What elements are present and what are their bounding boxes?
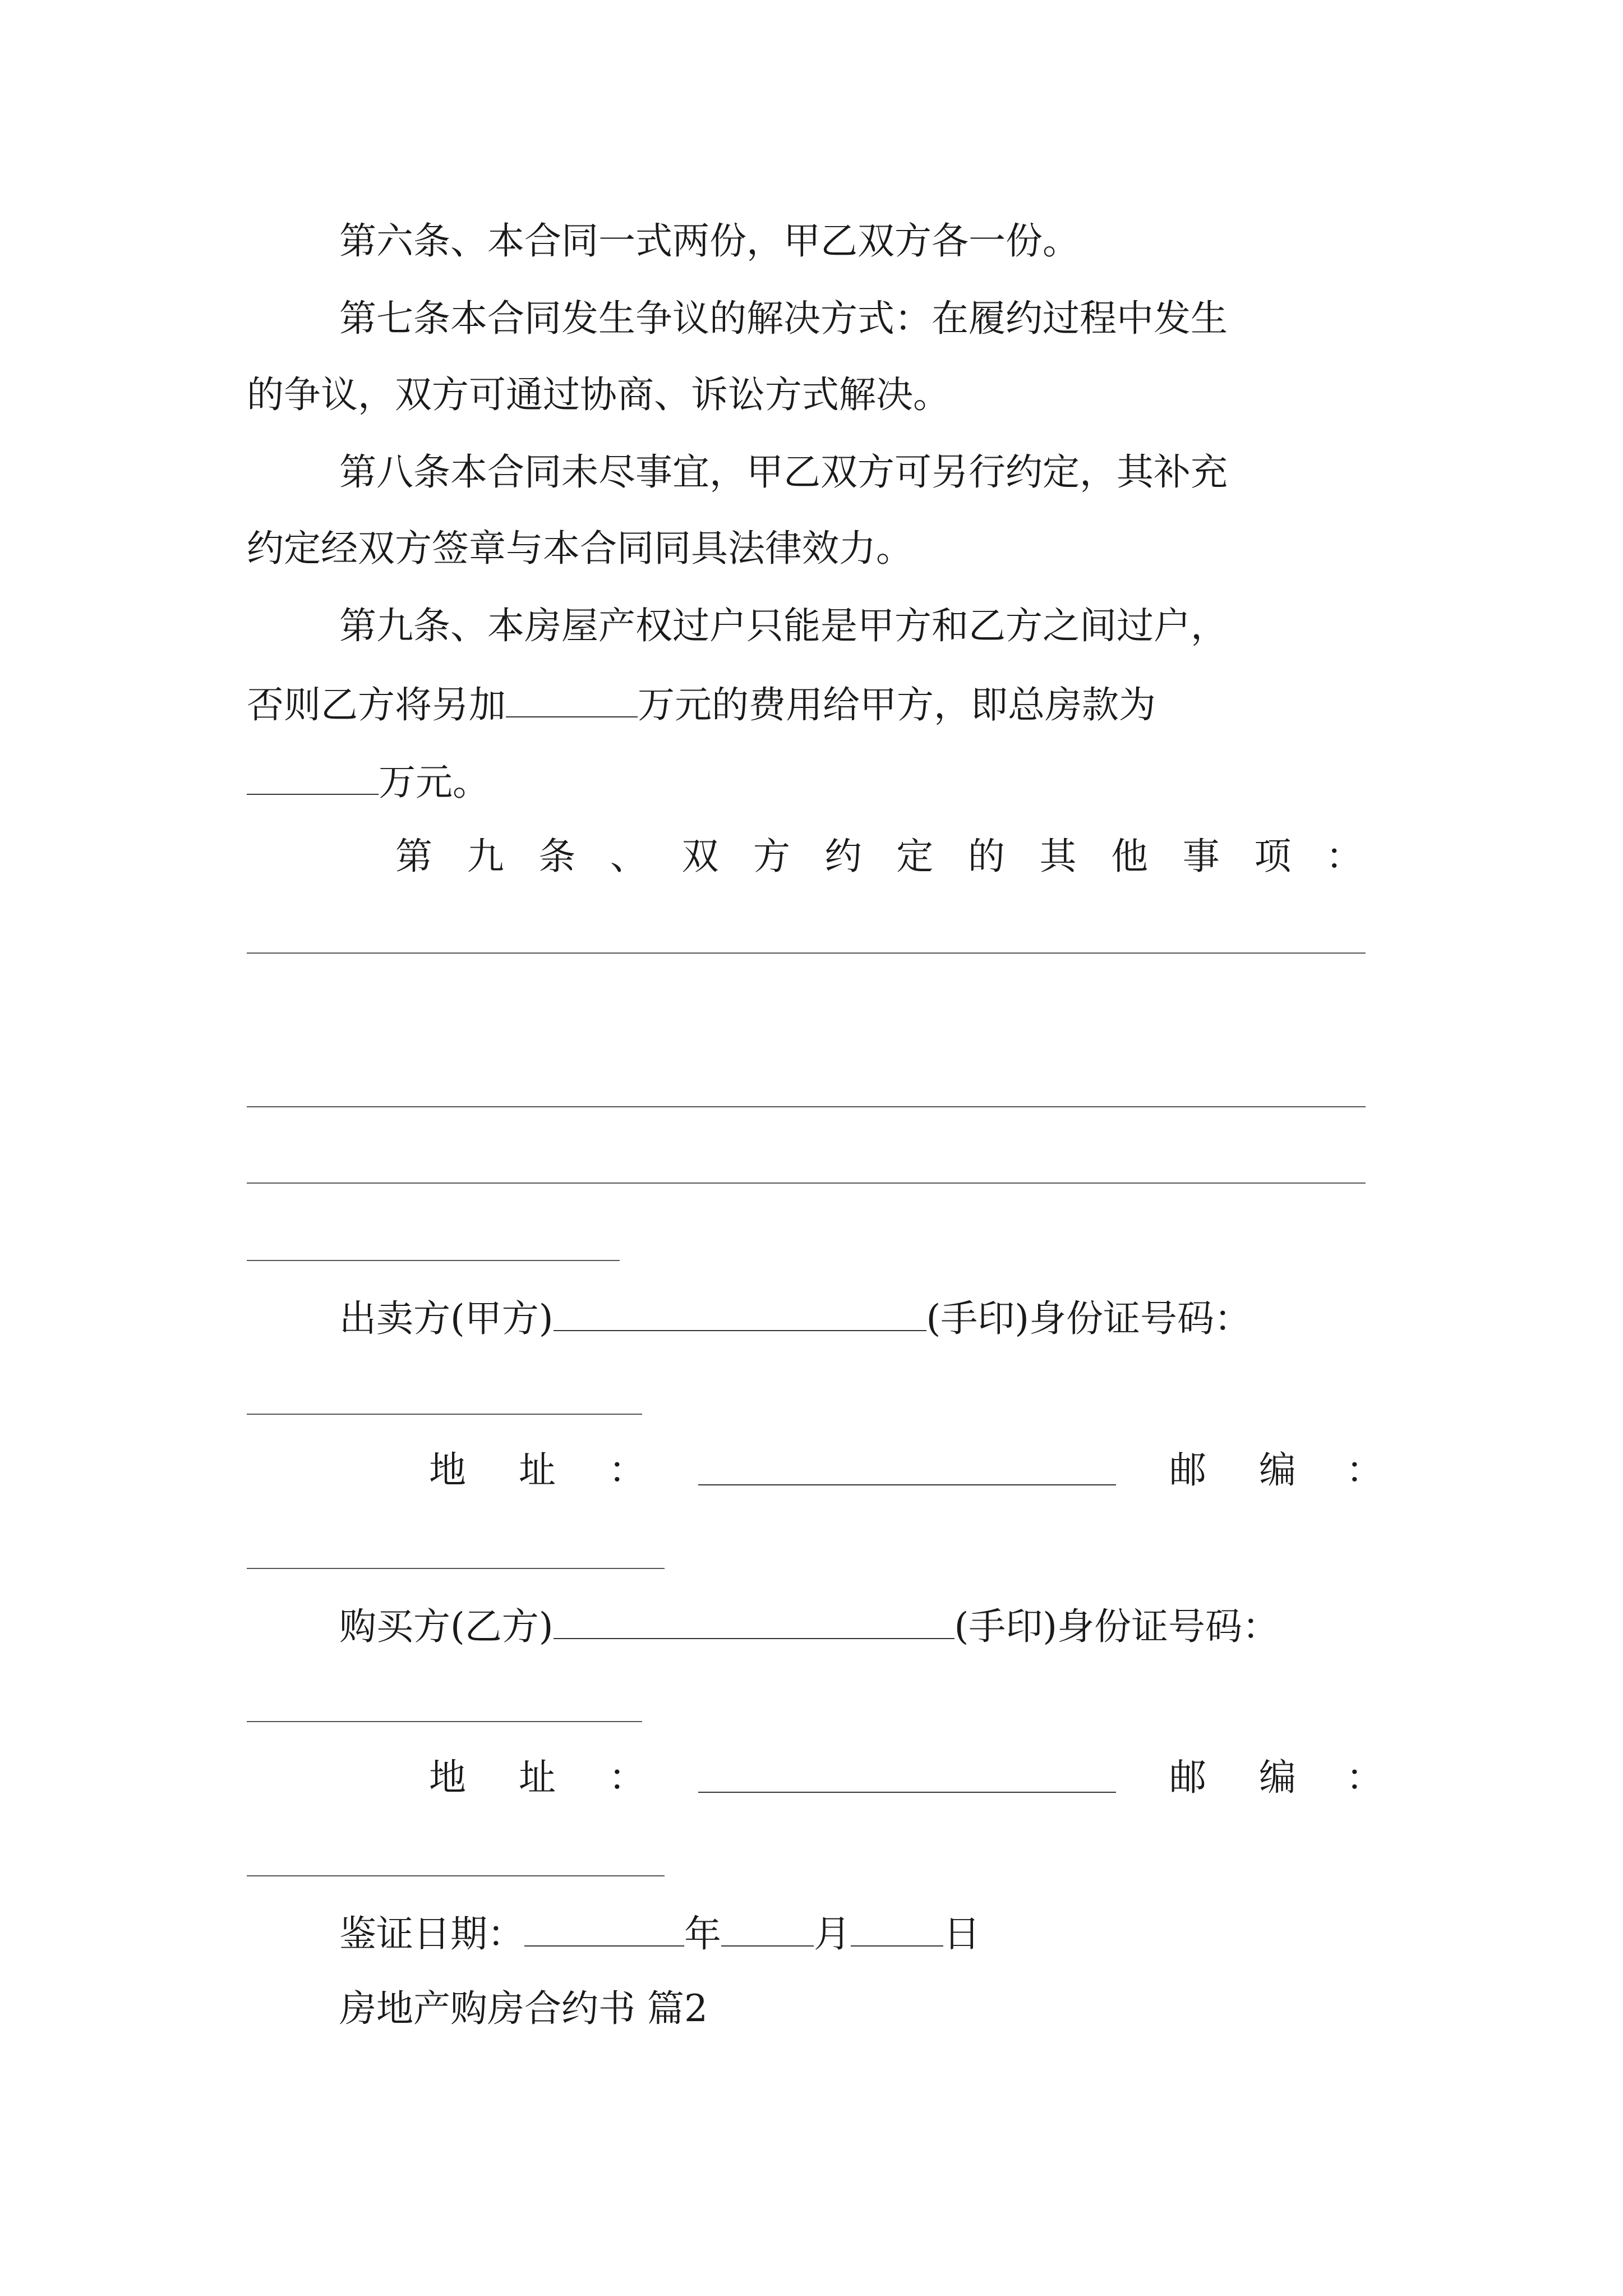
seller-id-blank[interactable] xyxy=(247,1414,642,1415)
month-label: 月 xyxy=(814,1912,851,1955)
buyer-label: 购买方(乙方) xyxy=(339,1605,554,1648)
month-blank[interactable] xyxy=(721,1906,814,1947)
other-matters-line-3[interactable] xyxy=(247,1182,1366,1184)
address-char: 地 xyxy=(429,1448,466,1492)
buyer-handprint-label: (手印) xyxy=(954,1605,1057,1648)
heading-char: 双 xyxy=(681,835,719,878)
article-9-line-1: 第九条、本房屋产权过户只能是甲方和乙方之间过户， xyxy=(339,604,1228,647)
postcode-char: 邮 xyxy=(1169,1756,1206,1799)
date-label: 鉴证日期： xyxy=(339,1912,524,1955)
seller-name-blank[interactable] xyxy=(554,1291,926,1331)
article-8-line-1: 第八条本合同未尽事宜，甲乙双方可另行约定，其补充 xyxy=(339,450,1228,494)
address-char: ： xyxy=(608,1448,645,1492)
heading-char: ： xyxy=(1325,835,1363,878)
total-price-blank[interactable] xyxy=(247,754,379,795)
article-7-line-1: 第七条本合同发生争议的解决方式：在履约过程中发生 xyxy=(339,297,1228,340)
buyer-id-blank[interactable] xyxy=(247,1721,642,1722)
address-char: 址 xyxy=(519,1448,556,1492)
heading-char: 事 xyxy=(1182,835,1220,878)
buyer-postcode-blank[interactable] xyxy=(247,1875,665,1876)
buyer-line xyxy=(339,1599,1279,1652)
year-label: 年 xyxy=(684,1912,721,1955)
seller-postcode-blank[interactable] xyxy=(247,1568,665,1569)
buyer-name-blank[interactable] xyxy=(554,1599,955,1639)
next-section-title: 房地产购房合约书 篇2 xyxy=(339,1987,708,2030)
article-9-text-b: 万元的费用给甲方，即总房款为 xyxy=(638,683,1156,726)
article-9-text-a: 否则乙方将另加 xyxy=(247,683,506,726)
seller-id-label: 身份证号码： xyxy=(1029,1297,1251,1340)
heading-char: 项 xyxy=(1254,835,1292,878)
year-blank[interactable] xyxy=(524,1906,684,1947)
heading-char: 约 xyxy=(824,835,862,878)
article-9-line-3 xyxy=(247,754,490,808)
address-char: 地 xyxy=(429,1756,466,1799)
notarization-date-line xyxy=(339,1906,980,1959)
article-6: 第六条、本合同一式两份，甲乙双方各一份。 xyxy=(339,219,1080,263)
address-char: ： xyxy=(608,1756,645,1799)
postcode-char: 编 xyxy=(1259,1448,1296,1492)
heading-char: 条 xyxy=(538,835,576,878)
heading-char: 的 xyxy=(967,835,1005,878)
heading-char: 九 xyxy=(467,835,504,878)
heading-char: 、 xyxy=(610,835,647,878)
postcode-char: ： xyxy=(1346,1756,1383,1799)
other-matters-heading xyxy=(395,831,1363,882)
seller-label: 出卖方(甲方) xyxy=(339,1297,554,1340)
article-7-line-2: 的争议，双方可通过协商、诉讼方式解决。 xyxy=(247,373,950,416)
other-matters-line-1[interactable] xyxy=(247,953,1366,954)
buyer-address-blank[interactable] xyxy=(698,1752,1116,1793)
heading-char: 第 xyxy=(395,835,432,878)
buyer-id-label: 身份证号码： xyxy=(1057,1605,1279,1648)
article-9-line-2 xyxy=(247,677,1156,730)
postcode-char: 编 xyxy=(1259,1756,1296,1799)
heading-char: 他 xyxy=(1111,835,1149,878)
other-matters-line-4[interactable] xyxy=(247,1260,620,1261)
heading-char: 方 xyxy=(753,835,791,878)
article-8-line-2: 约定经双方签章与本合同同具法律效力。 xyxy=(247,527,913,570)
heading-char: 定 xyxy=(896,835,934,878)
day-blank[interactable] xyxy=(851,1906,943,1947)
extra-fee-blank[interactable] xyxy=(506,677,638,717)
address-char: 址 xyxy=(519,1756,556,1799)
article-9-text-c: 万元。 xyxy=(379,761,490,804)
seller-line xyxy=(339,1291,1251,1344)
day-label: 日 xyxy=(943,1912,980,1955)
other-matters-line-2[interactable] xyxy=(247,1106,1366,1107)
postcode-char: ： xyxy=(1346,1448,1383,1492)
postcode-char: 邮 xyxy=(1169,1448,1206,1492)
seller-address-blank[interactable] xyxy=(698,1445,1116,1485)
seller-handprint-label: (手印) xyxy=(926,1297,1029,1340)
heading-char: 其 xyxy=(1039,835,1077,878)
